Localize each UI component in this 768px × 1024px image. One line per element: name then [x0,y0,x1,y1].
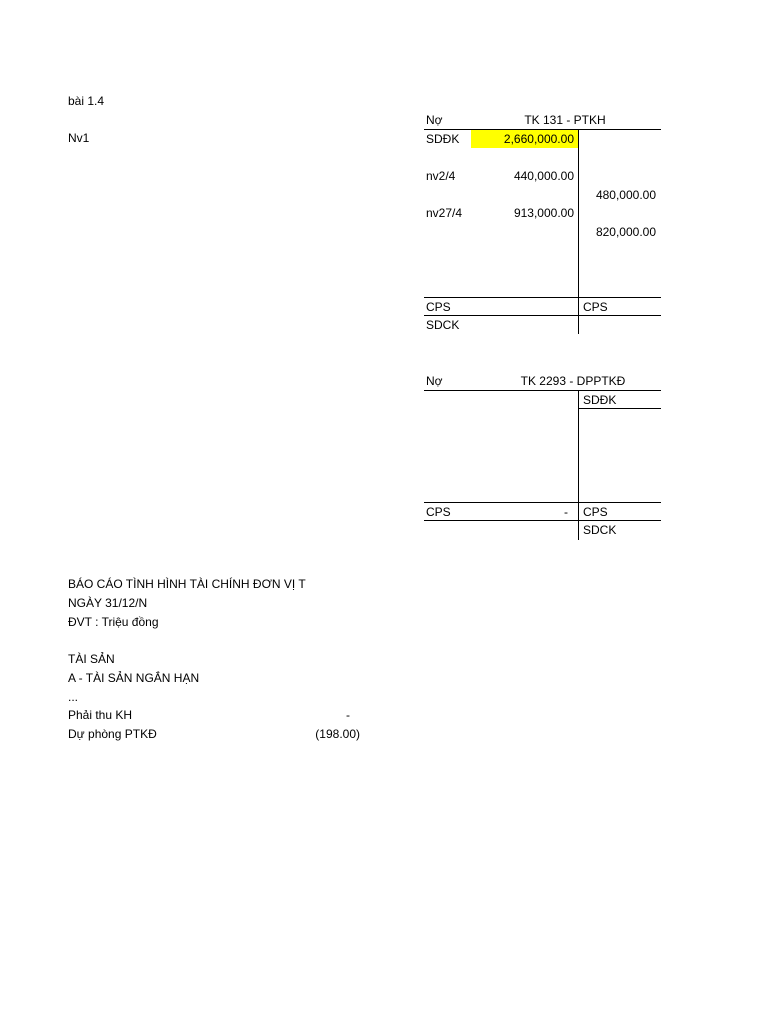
task-label: Nv1 [68,131,90,145]
ledger-131-center-rule [578,129,579,334]
ledger-2293-closing-label: SDCK [583,523,617,537]
ledger-131-opening-value: 2,660,000.00 [503,132,574,146]
ledger-2293-cps-debit-label: CPS [426,505,451,519]
report-unit: ĐVT : Triệu đồng [68,615,159,629]
ledger-2293-top-rule [424,390,661,391]
ledger-2293-opening-rule [578,408,661,409]
report-title: BÁO CÁO TÌNH HÌNH TÀI CHÍNH ĐƠN VỊ T [68,577,306,591]
ledger-2293-opening-label: SDĐK [583,393,617,407]
ledger-2293-cps-debit-value: - [564,505,568,519]
report-row-value: (198.00) [315,727,360,741]
ledger-2293-center-rule [578,390,579,540]
ledger-131-opening-label: SDĐK [426,132,460,146]
ledger-2293-cps-rule [424,502,661,503]
ledger-2293-cps-credit-label: CPS [583,505,608,519]
ledger-131-cps-credit-label: CPS [583,300,608,314]
ledger-131-title: TK 131 - PTKH [524,113,606,127]
ledger-131-entry-debit: 440,000.00 [513,169,574,183]
ledger-131-closing-label: SDCK [426,318,460,332]
ledger-131-entry-debit: 913,000.00 [513,206,574,220]
ledger-2293-debit-label: Nợ [426,374,443,388]
ledger-131-entry-label: nv27/4 [426,206,463,220]
report-section: TÀI SẢN [68,652,115,666]
ledger-131-cps-debit-label: CPS [426,300,451,314]
report-date: NGÀY 31/12/N [68,596,148,610]
ledger-2293-closing-rule [424,520,661,521]
report-row-label: Phải thu KH [68,708,133,722]
ledger-2293-title: TK 2293 - DPPTKĐ [520,374,626,388]
ledger-131-entry-credit: 480,000.00 [595,188,656,202]
exercise-title: bài 1.4 [68,94,105,108]
ledger-131-debit-label: Nợ [426,113,443,127]
report-row-label: Dự phòng PTKĐ [68,727,157,741]
ledger-131-entry-credit: 820,000.00 [595,225,656,239]
report-subsection: A - TÀI SẢN NGẮN HẠN [68,671,200,685]
ledger-131-closing-rule [424,315,661,316]
ledger-131-cps-rule [424,297,661,298]
ledger-131-entry-label: nv2/4 [426,169,456,183]
report-ellipsis: ... [68,690,79,704]
report-row-value: - [346,708,350,722]
